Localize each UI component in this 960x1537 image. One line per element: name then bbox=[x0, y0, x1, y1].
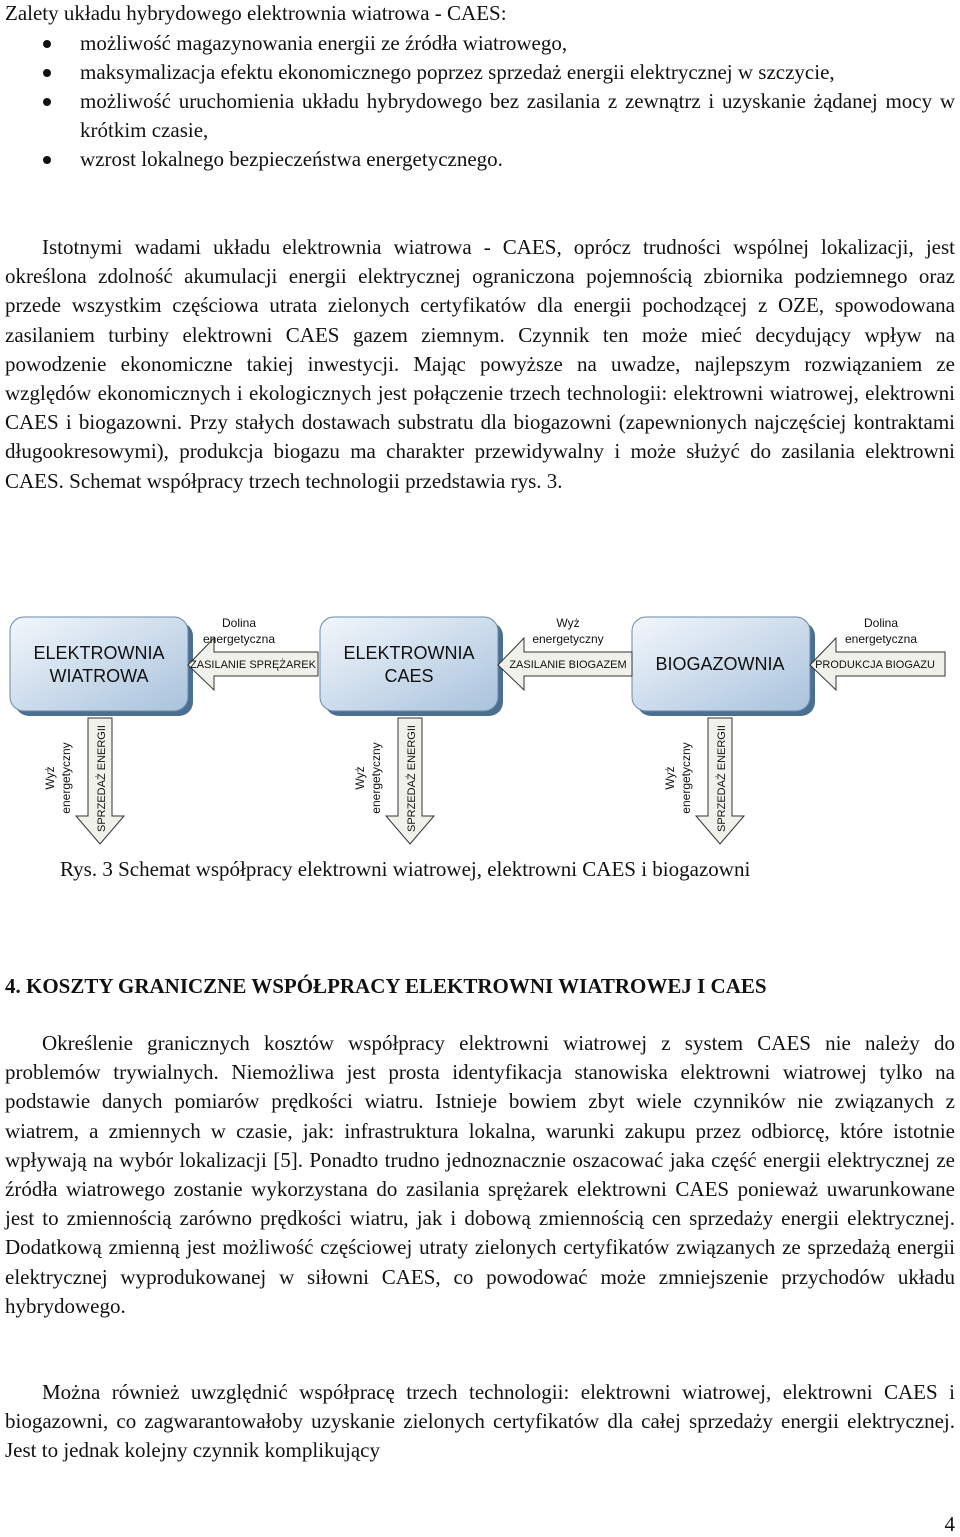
arrow-biogas-top-line2: energetyczny bbox=[532, 632, 604, 646]
sale-arrow-side-line2: energetyczny bbox=[369, 742, 383, 814]
advantages-list bbox=[5, 29, 955, 174]
list-heading: Zalety układu hybrydowego elektrownia wiatrowa - CAES: bbox=[5, 1, 507, 25]
list-item: możliwość uruchomienia układu hybrydowego bez zasilania z zewnątrz i uzyskanie żądanej mocy w krótkim czasie, bbox=[5, 87, 955, 145]
list-item: możliwość magazynowania energii ze źródła wiatrowego, bbox=[5, 29, 955, 58]
arrow-production-top-line2: energetyczna bbox=[844, 632, 918, 646]
biogas-plant-label: BIOGAZOWNIA bbox=[655, 654, 785, 674]
section-heading: 4. KOSZTY GRANICZNE WSPÓŁPRACY ELEKTROWNI WIATROWEJ I CAES bbox=[5, 974, 767, 998]
sale-arrow-side-line1: Wyż bbox=[353, 766, 367, 790]
sale-arrow-label: SPRZEDAŻ ENERGII bbox=[716, 725, 728, 832]
sale-arrow-side-line2: energetyczny bbox=[679, 742, 693, 814]
wind-plant-label-line2: WIATROWA bbox=[49, 666, 149, 686]
arrow-biogas-top-line1: Wyż bbox=[556, 616, 580, 630]
sale-arrow-side-line2: energetyczny bbox=[59, 742, 73, 814]
arrow-compressor-label: ZASILANIE SPRĘŻAREK bbox=[190, 659, 316, 671]
paragraph-disadvantages: Istotnymi wadami układu elektrownia wiatrowa - CAES, oprócz trudności wspólnej lokalizacji, jest określona zdolność akumulacji energii elektrycznej ograniczona pojemnością zbiornika podziemnego oraz przede wszystkim częściowa utrata zielonych certyfikatów dla energii pochodzącej z OZE, spowodowana zasilaniem turbiny elektrowni CAES gazem ziemnym. Czynnik ten może mieć decydujący wpływ na powodzenie ekonomiczne takiej inwestycji. Mając powyższe na uwadze, najlepszym rozwiązaniem ze względów ekonomicznych i ekologicznych jest połączenie trzech technologii: elektrowni wiatrowej, elektrowni CAES i biogazowni. Przy stałych dostawach substratu dla biogazowni (zapewnionych najczęściej kontraktami długookresowymi), produkcja biogazu ma charakter przewidywalny i może służyć do zasilania elektrowni CAES. Schemat współpracy trzech technologii przedstawia rys. 3. bbox=[5, 235, 955, 493]
paragraph-three-technologies: Można również uwzględnić współpracę trzech technologii: elektrowni wiatrowej, elektrowni CAES i biogazowni, co zagwarantowałoby uzyskanie zielonych certyfikatów dla całej sprzedaży energii elektrycznej. Jest to jednak kolejny czynnik komplikujący bbox=[5, 1380, 955, 1463]
list-item: wzrost lokalnego bezpieczeństwa energetycznego. bbox=[5, 145, 955, 174]
arrow-biogas-label: ZASILANIE BIOGAZEM bbox=[509, 659, 627, 671]
arrow-compressor-top-line1: Dolina bbox=[221, 616, 257, 630]
arrow-production-label: PRODUKCJA BIOGAZU bbox=[815, 659, 935, 671]
caes-plant-label-line2: CAES bbox=[384, 666, 434, 686]
arrow-production-top-line1: Dolina bbox=[863, 616, 899, 630]
page-number: 4 bbox=[944, 1512, 955, 1536]
paragraph-cost-analysis: Określenie granicznych kosztów współpracy elektrowni wiatrowej z system CAES nie należy do problemów trywialnych. Niemożliwa jest prosta identyfikacja stanowiska elektrowni wiatrowej tylko na podstawie danych pomiarów prędkości wiatru. Istnieje bowiem zbyt wiele czynników nie związanych z wiatrem, a zmiennych w czasie, jak: infrastruktura lokalna, warunki zakupu przez odbiorcę, które istotnie wpływają na wybór lokalizacji [5]. Ponadto trudno jednoznacznie oszacować jaka część energii elektrycznej ze źródła wiatrowego zostanie wykorzystana do zasilania sprężarek elektrowni CAES ponieważ uwarunkowane jest to zmiennością zarówno prędkości wiatru, jak i dobową zmiennością cen sprzedaży energii elektrycznej. Dodatkową zmienną jest możliwość częściowej utraty zielonych certyfikatów związanych ze sprzedażą energii elektrycznej wyprodukowanej w siłowni CAES, co powodować może zmniejszenie przychodów układu hybrydowego. bbox=[5, 1031, 955, 1318]
list-item: maksymalizacja efektu ekonomicznego poprzez sprzedaż energii elektrycznej w szczycie, bbox=[5, 58, 955, 87]
wind-plant-box bbox=[10, 617, 188, 711]
caes-plant-label-line1: ELEKTROWNIA bbox=[343, 643, 475, 663]
sale-arrow-side-line1: Wyż bbox=[43, 766, 57, 790]
wind-plant-label-line1: ELEKTROWNIA bbox=[33, 643, 165, 663]
caes-plant-box bbox=[320, 617, 498, 711]
down-arrow-wind bbox=[43, 718, 124, 844]
arrow-compressor-top-line2: energetyczna bbox=[202, 632, 276, 646]
down-arrow-caes bbox=[353, 718, 434, 844]
cooperation-diagram bbox=[0, 600, 960, 850]
sale-arrow-label: SPRZEDAŻ ENERGII bbox=[406, 725, 418, 832]
sale-arrow-label: SPRZEDAŻ ENERGII bbox=[96, 725, 108, 832]
down-arrow-biogas bbox=[663, 718, 744, 844]
figure-caption: Rys. 3 Schemat współpracy elektrowni wiatrowej, elektrowni CAES i biogazowni bbox=[60, 857, 751, 881]
sale-arrow-side-line1: Wyż bbox=[663, 766, 677, 790]
